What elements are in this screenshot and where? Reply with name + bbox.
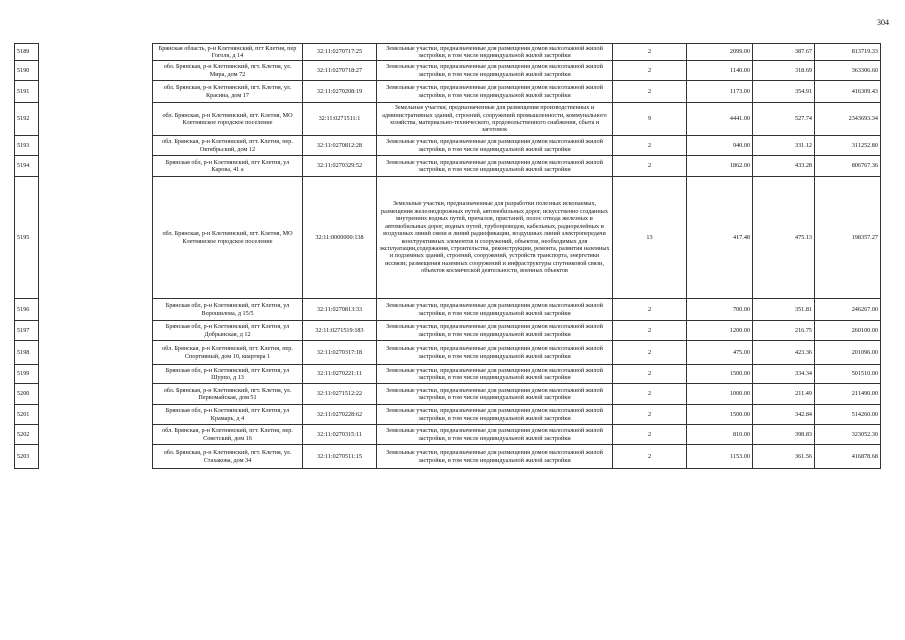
table-row bbox=[15, 177, 881, 299]
area-cell: 2099.00 bbox=[687, 44, 753, 61]
area-cell: 1000.00 bbox=[687, 384, 753, 405]
land-use-cell: Земельные участки, предназначенные для размещения домов малоэтажной жилой застройки, в том числе индивидуальной жилой застройки bbox=[377, 136, 613, 156]
area-cell: 1500.00 bbox=[687, 405, 753, 425]
specific-value-cell: 361.56 bbox=[753, 445, 815, 469]
land-use-cell: Земельные участки, предназначенные для размещения домов малоэтажной жилой застройки, в том числе индивидуальной жилой застройки bbox=[377, 61, 613, 81]
row-number: 5193 bbox=[15, 136, 39, 156]
cadastral-value-cell: 363306.60 bbox=[815, 61, 881, 81]
cadastral-value-cell: 311252.80 bbox=[815, 136, 881, 156]
table-row bbox=[15, 405, 881, 425]
address-cell: обл. Брянская, р-н Клетнянский, пгт. Клетня, пер. Советский, дом 16 bbox=[153, 425, 303, 445]
table-body bbox=[15, 44, 881, 469]
cadastral-value-cell: 514260.00 bbox=[815, 405, 881, 425]
table-row bbox=[15, 299, 881, 321]
specific-value-cell: 433.28 bbox=[753, 156, 815, 177]
specific-value-cell: 398.83 bbox=[753, 425, 815, 445]
row-number: 5200 bbox=[15, 384, 39, 405]
row-number: 5189 bbox=[15, 44, 39, 61]
use-group-cell: 2 bbox=[613, 136, 687, 156]
table-row bbox=[15, 61, 881, 81]
specific-value-cell: 318.69 bbox=[753, 61, 815, 81]
row-number: 5198 bbox=[15, 341, 39, 365]
land-use-cell: Земельные участки, предназначенные для размещения домов малоэтажной жилой застройки, в том числе индивидуальной жилой застройки bbox=[377, 365, 613, 384]
specific-value-cell: 475.13 bbox=[753, 177, 815, 299]
address-cell: Брянская область, р-н Клетнянский, пгт Клетня, пер Гоголя, д 14 bbox=[153, 44, 303, 61]
cadastral-number-cell: 32:11:0271519:183 bbox=[303, 321, 377, 341]
empty-spacer-cell bbox=[39, 445, 153, 469]
use-group-cell: 2 bbox=[613, 299, 687, 321]
empty-spacer-cell bbox=[39, 61, 153, 81]
area-cell: 1153.00 bbox=[687, 445, 753, 469]
area-cell: 700.00 bbox=[687, 299, 753, 321]
address-cell: обл. Брянская, р-н Клетнянский, пгт. Клетня, ул. Стахакова, дом 34 bbox=[153, 445, 303, 469]
use-group-cell: 2 bbox=[613, 44, 687, 61]
cadastral-value-cell: 260100.00 bbox=[815, 321, 881, 341]
address-cell: Брянская обл, р-н Клетнянский, пгт Клетня, ул Крамарь, д 4 bbox=[153, 405, 303, 425]
area-cell: 1173.00 bbox=[687, 81, 753, 103]
row-number: 5202 bbox=[15, 425, 39, 445]
empty-spacer-cell bbox=[39, 156, 153, 177]
row-number: 5196 bbox=[15, 299, 39, 321]
row-number: 5199 bbox=[15, 365, 39, 384]
table-row bbox=[15, 321, 881, 341]
land-use-cell: Земельные участки, предназначенные для размещения домов малоэтажной жилой застройки, в том числе индивидуальной жилой застройки bbox=[377, 299, 613, 321]
empty-spacer-cell bbox=[39, 44, 153, 61]
cadastral-number-cell: 32:11:0270813:33 bbox=[303, 299, 377, 321]
empty-spacer-cell bbox=[39, 405, 153, 425]
land-use-cell: Земельные участки, предназначенные для разработки полезных ископаемых, размещения железнодорожных путей, автомобильных дорог, искусственно созданных внутренних водных путей, причалов, пристаней, полос отвода железных и автомобильных дорог, водных путей, трубопроводов, кабельных, радиорелейных и воздушных линий связи и линий радиофикации, воздушных линий электропередачи конструктивных элементов и сооружений, объектов, необходимых для эксплуатации,содержания, строительства, реконструкции, ремонта, развития наземных и подземных зданий, строений, сооружений, устройств транспорта, энергетики иссвязи; размещения наземных сооружений и инфраструктуры спутниковой связи, объектов космической деятельности, военных объектов bbox=[377, 177, 613, 299]
land-use-cell: Земельные участки, предназначенные для размещения домов малоэтажной жилой застройки, в том числе индивидуальной жилой застройки bbox=[377, 156, 613, 177]
area-cell: 1500.00 bbox=[687, 365, 753, 384]
cadastral-value-table bbox=[14, 43, 881, 469]
use-group-cell: 9 bbox=[613, 103, 687, 136]
land-use-cell: Земельные участки, предназначенные для размещения домов малоэтажной жилой застройки, в том числе индивидуальной жилой застройки bbox=[377, 44, 613, 61]
cadastral-number-cell: 32:11:0000000:138 bbox=[303, 177, 377, 299]
empty-spacer-cell bbox=[39, 103, 153, 136]
use-group-cell: 2 bbox=[613, 445, 687, 469]
address-cell: обл. Брянская, р-н Клетнянский, пгт. Клетня, МО Клетнянское городское поселение bbox=[153, 177, 303, 299]
cadastral-value-cell: 246267.00 bbox=[815, 299, 881, 321]
cadastral-value-cell: 416878.68 bbox=[815, 445, 881, 469]
empty-spacer-cell bbox=[39, 81, 153, 103]
cadastral-number-cell: 32:11:0270221:11 bbox=[303, 365, 377, 384]
empty-spacer-cell bbox=[39, 384, 153, 405]
page-number: 304 bbox=[877, 18, 889, 27]
specific-value-cell: 527.74 bbox=[753, 103, 815, 136]
empty-spacer-cell bbox=[39, 299, 153, 321]
cadastral-number-cell: 32:11:0270329:52 bbox=[303, 156, 377, 177]
cadastral-value-cell: 806767.36 bbox=[815, 156, 881, 177]
table-row bbox=[15, 103, 881, 136]
specific-value-cell: 331.12 bbox=[753, 136, 815, 156]
area-cell: 810.00 bbox=[687, 425, 753, 445]
area-cell: 1140.00 bbox=[687, 61, 753, 81]
cadastral-number-cell: 32:11:0271511:1 bbox=[303, 103, 377, 136]
table-row bbox=[15, 136, 881, 156]
address-cell: обл. Брянская, р-н Клетнянский, пгт. Клетня, пер. Спортивный, дом 10, квартира 1 bbox=[153, 341, 303, 365]
address-cell: обл. Брянская, р-н Клетнянский, пгт. Клетня, пер. Октябрьский, дом 12 bbox=[153, 136, 303, 156]
use-group-cell: 2 bbox=[613, 61, 687, 81]
address-cell: обл. Брянская, р-н Клетнянский, пгт. Клетня, ул. Мира, дом 72 bbox=[153, 61, 303, 81]
cadastral-number-cell: 32:11:0270315:11 bbox=[303, 425, 377, 445]
use-group-cell: 2 bbox=[613, 341, 687, 365]
cadastral-value-cell: 416309.43 bbox=[815, 81, 881, 103]
use-group-cell: 2 bbox=[613, 321, 687, 341]
table-row bbox=[15, 341, 881, 365]
address-cell: Брянская обл, р-н Клетнянский, пгт Клетня, ул Ворошилова, д 15/5 bbox=[153, 299, 303, 321]
use-group-cell: 2 bbox=[613, 81, 687, 103]
table-row bbox=[15, 365, 881, 384]
cadastral-value-cell: 211490.00 bbox=[815, 384, 881, 405]
cadastral-number-cell: 32:11:0270228:62 bbox=[303, 405, 377, 425]
address-cell: Брянская обл, р-н Клетнянский, пгт Клетня, ул Шурпо, д 13 bbox=[153, 365, 303, 384]
table-row bbox=[15, 44, 881, 61]
address-cell: Брянская обл, р-н Клетнянский, пгт Клетня, ул Карова, 41 а bbox=[153, 156, 303, 177]
specific-value-cell: 216.75 bbox=[753, 321, 815, 341]
row-number: 5191 bbox=[15, 81, 39, 103]
use-group-cell: 2 bbox=[613, 384, 687, 405]
specific-value-cell: 334.34 bbox=[753, 365, 815, 384]
row-number: 5195 bbox=[15, 177, 39, 299]
area-cell: 1200.00 bbox=[687, 321, 753, 341]
use-group-cell: 2 bbox=[613, 365, 687, 384]
specific-value-cell: 342.84 bbox=[753, 405, 815, 425]
cadastral-number-cell: 32:11:0270717:25 bbox=[303, 44, 377, 61]
area-cell: 4441.00 bbox=[687, 103, 753, 136]
row-number: 5197 bbox=[15, 321, 39, 341]
cadastral-number-cell: 32:11:0270812:28 bbox=[303, 136, 377, 156]
specific-value-cell: 354.91 bbox=[753, 81, 815, 103]
cadastral-value-cell: 323052.30 bbox=[815, 425, 881, 445]
specific-value-cell: 351.81 bbox=[753, 299, 815, 321]
land-use-cell: Земельные участки, предназначенные для размещения домов малоэтажной жилой застройки, в том числе индивидуальной жилой застройки bbox=[377, 425, 613, 445]
table-row bbox=[15, 445, 881, 469]
empty-spacer-cell bbox=[39, 341, 153, 365]
use-group-cell: 2 bbox=[613, 156, 687, 177]
cadastral-value-cell: 501510.00 bbox=[815, 365, 881, 384]
land-use-cell: Земельные участки, предназначенные для размещения домов малоэтажной жилой застройки, в том числе индивидуальной жилой застройки bbox=[377, 405, 613, 425]
empty-spacer-cell bbox=[39, 321, 153, 341]
table-row bbox=[15, 81, 881, 103]
land-use-cell: Земельные участки, предназначенные для размещения домов малоэтажной жилой застройки, в том числе индивидуальной жилой застройки bbox=[377, 445, 613, 469]
use-group-cell: 13 bbox=[613, 177, 687, 299]
row-number: 5192 bbox=[15, 103, 39, 136]
address-cell: обл. Брянская, р-н Клетнянский, пгт. Клетня, ул. Первомайская, дом 51 bbox=[153, 384, 303, 405]
use-group-cell: 2 bbox=[613, 405, 687, 425]
area-cell: 475.00 bbox=[687, 341, 753, 365]
table-row bbox=[15, 425, 881, 445]
row-number: 5201 bbox=[15, 405, 39, 425]
cadastral-value-cell: 198357.27 bbox=[815, 177, 881, 299]
area-cell: 940.00 bbox=[687, 136, 753, 156]
cadastral-value-cell: 201096.00 bbox=[815, 341, 881, 365]
cadastral-number-cell: 32:11:0270718:27 bbox=[303, 61, 377, 81]
area-cell: 1862.00 bbox=[687, 156, 753, 177]
empty-spacer-cell bbox=[39, 177, 153, 299]
table-row bbox=[15, 384, 881, 405]
row-number: 5203 bbox=[15, 445, 39, 469]
specific-value-cell: 423.36 bbox=[753, 341, 815, 365]
area-cell: 417.48 bbox=[687, 177, 753, 299]
row-number: 5194 bbox=[15, 156, 39, 177]
specific-value-cell: 387.67 bbox=[753, 44, 815, 61]
land-use-cell: Земельные участки, предназначенные для размещения производственных и административных зданий, строений, сооружений промышленности, коммунального хозяйства, материально-технического, продовольственного снабжения, сбыта и заготовок bbox=[377, 103, 613, 136]
row-number: 5190 bbox=[15, 61, 39, 81]
address-cell: обл. Брянская, р-н Клетнянский, пгт. Клетня, ул. Красина, дом 17 bbox=[153, 81, 303, 103]
cadastral-number-cell: 32:11:0271512:22 bbox=[303, 384, 377, 405]
cadastral-value-cell: 2343693.34 bbox=[815, 103, 881, 136]
empty-spacer-cell bbox=[39, 365, 153, 384]
cadastral-number-cell: 32:11:0270317:18 bbox=[303, 341, 377, 365]
specific-value-cell: 211.49 bbox=[753, 384, 815, 405]
use-group-cell: 2 bbox=[613, 425, 687, 445]
empty-spacer-cell bbox=[39, 425, 153, 445]
cadastral-number-cell: 32:11:0270208:19 bbox=[303, 81, 377, 103]
land-use-cell: Земельные участки, предназначенные для размещения домов малоэтажной жилой застройки, в том числе индивидуальной жилой застройки bbox=[377, 321, 613, 341]
cadastral-value-cell: 813719.33 bbox=[815, 44, 881, 61]
empty-spacer-cell bbox=[39, 136, 153, 156]
address-cell: обл. Брянская, р-н Клетнянский, пгт. Клетня, МО Клетнянское городское поселение bbox=[153, 103, 303, 136]
address-cell: Брянская обл, р-н Клетнянский, пгт Клетня, ул Добрынская, д 12 bbox=[153, 321, 303, 341]
land-use-cell: Земельные участки, предназначенные для размещения домов малоэтажной жилой застройки, в том числе индивидуальной жилой застройки bbox=[377, 341, 613, 365]
land-use-cell: Земельные участки, предназначенные для размещения домов малоэтажной жилой застройки, в том числе индивидуальной жилой застройки bbox=[377, 81, 613, 103]
table-row bbox=[15, 156, 881, 177]
cadastral-number-cell: 32:11:0270511:15 bbox=[303, 445, 377, 469]
land-use-cell: Земельные участки, предназначенные для размещения домов малоэтажной жилой застройки, в том числе индивидуальной жилой застройки bbox=[377, 384, 613, 405]
